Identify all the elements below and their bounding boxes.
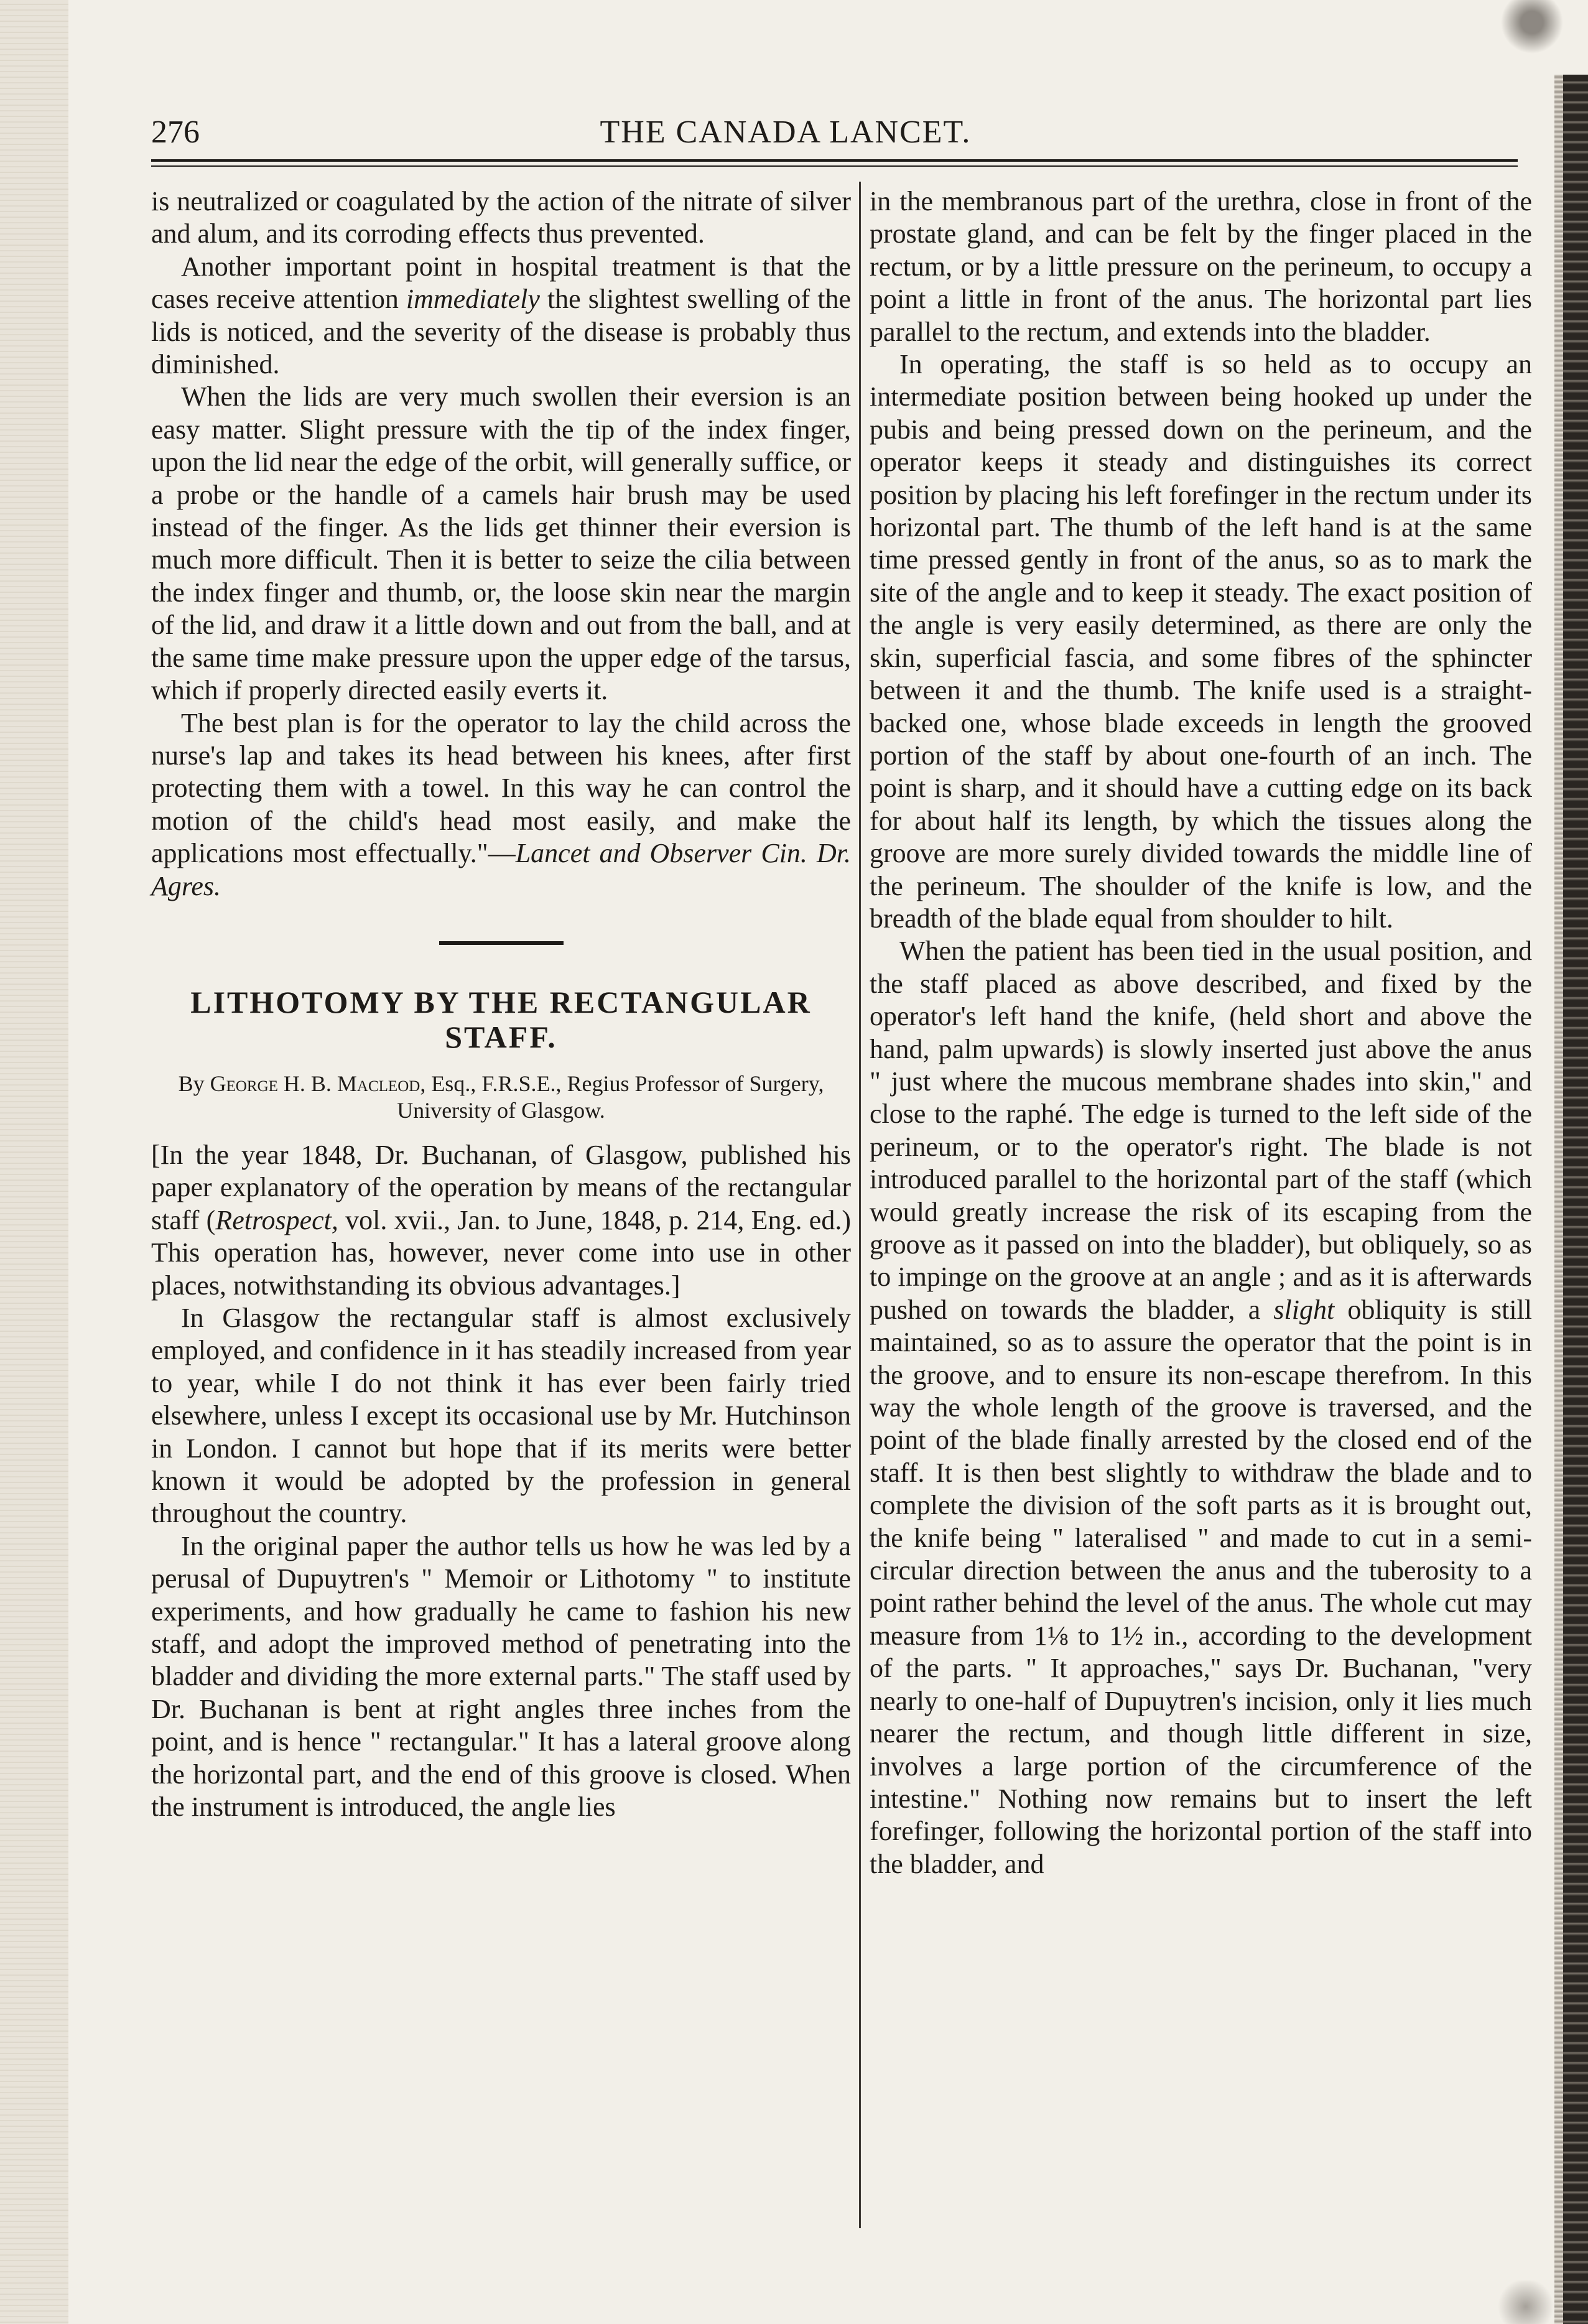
paragraph: The best plan is for the operator to lay the child across the nurse's lap and takes its head between his knees, after first protecting them with a towel. In this way he can control the motion of the child's head most easily, and make the applications most effectually."—Lancet and Observer Cin. Dr. Agres. [151,707,851,901]
scan-blemish-top-right [1476,0,1569,56]
section-separator-rule [439,941,564,945]
right-column [870,185,1532,1880]
paragraph: When the lids are very much swollen their eversion is an easy matter. Slight pressure with the tip of the index finger, upon the lid near the edge of the orbit, will generally suffice, or a probe or the handle of a camels hair brush may be used instead of the finger. As the lids get thinner their eversion is much more difficult. Then it is better to seize the cilia between the index finger and thumb, or, the loose skin near the margin of the lid, and draw it a little down and out from the ball, and at the same time make pressure upon the upper edge of the tarsus, which if properly directed easily everts it. [151,381,851,706]
paragraph: When the patient has been tied in the usual position, and the staff placed as above described, and fixed by the operator's left hand the knife, (held short and above the hand, palm upwards) is slowly inserted just above the anus " just where the mucous membrane shades into skin," and close to the raphé. The edge is turned to the left side of the perineum, or to the operator's right. The blade is not introduced parallel to the horizontal part of the staff (which would greatly increase the risk of its escaping from the groove as it passed on into the bladder), but obliquely, so as to impinge on the groove at an angle ; and as it is afterwards pushed on towards the bladder, a slight obliquity is still maintained, so as to assure the operator that the point is in the groove, and to ensure its non-escape therefrom. In this way the whole length of the groove is traversed, and the point of the blade finally arrested by the closed end of the staff. It is then best slightly to withdraw the blade and to complete the division of the soft parts as it is brought out, the knife being " lateralised " and made to cut in a semi-circular direction between the anus and the tuberosity to a point rather behind the level of the anus. The whole cut may measure from 1⅛ to 1½ in., according to the development of the parts. " It approaches," says Dr. Buchanan, "very nearly to one-half of Dupuytren's incision, only it lies much nearer the rectum, and though little different in size, involves a large portion of the circumference of the intestine." Nothing now remains but to insert the left forefinger, following the horizontal portion of the staff into the bladder, and [870,936,1532,1879]
journal-title: THE CANADA LANCET. [600,114,972,150]
left-column [151,185,851,1823]
header-rule-thick [151,159,1518,162]
page-number: 276 [151,114,200,150]
paragraph: In Glasgow the rectangular staff is almost exclusively employed, and confidence in it has steadily increased from year to year, while I do not think it has ever been fairly tried elsewhere, unless I except its occasional use by Mr. Hutchinson in London. I cannot but hope that if its merits were better known it would be adopted by the profession in general throughout the country. [151,1302,851,1529]
author-name: George H. B. Macleod [210,1071,420,1096]
paragraph: In the original paper the author tells us how he was led by a perusal of Dupuytren's " Memoir or Lithotomy " to institute experiments, and how gradually he came to fashion his new staff, and adopt the improved method of penetrating into the bladder and dividing the more external parts." The staff used by Dr. Buchanan is bent at right angles three inches from the point, and is hence " rectangular." It has a lateral groove along the horizontal part, and the end of this groove is closed. When the instrument is introduced, the angle lies [151,1530,851,1823]
emphasis: immediately [406,284,540,315]
scan-blemish-bottom-right [1488,2280,1563,2324]
article-title: LITHOTOMY BY THE RECTANGULAR STAFF. [190,984,812,1054]
paragraph: In operating, the staff is so held as to occupy an intermediate position between being hooked up under the pubis and being pressed down on the perineum, and the operator keeps it steady and distinguishes its correct position by placing his left forefinger in the rectum under its horizontal part. The thumb of the left hand is at the same time pressed gently in front of the anus, so as to mark the site of the angle and to keep it steady. The exact position of the angle is very easily determined, as there are only the skin, superficial fascia, and some fibres of the sphincter between it and the thumb. The knife used is a straight-backed one, whose blade exceeds in length the grooved portion of the staff by about one-fourth of an inch. The point is sharp, and it should have a cutting edge on its back for about half its length, by which the tissues along the groove are more surely divided towards the middle line of the perineum. The shoulder of the knife is low, and the breadth of the blade equal from shoulder to hilt. [870,349,1532,934]
citation: Lancet and Observer Cin. Dr. Agres. [151,838,851,901]
editorial-note: [In the year 1848, Dr. Buchanan, of Glasgow, published his paper explanatory of the operation by means of the rectangular staff (Retrospect, vol. xvii., Jan. to June, 1848, p. 214, Eng. ed.) This operation has, however, never come into use in other places, notwithstanding its obvious advantages.] [151,1139,851,1301]
page-edge-right-inner [1554,75,1563,2324]
column-divider [859,182,861,2228]
running-head [151,111,1520,154]
binding-edge-left [0,0,68,2324]
emphasis: Retrospect, [215,1204,338,1235]
page-edge-right [1563,75,1588,2324]
paragraph: in the membranous part of the urethra, close in front of the prostate gland, and can be felt by the finger placed in the rectum, or by a little pressure on the perineum, to occupy a point a little in front of the anus. The horizontal part lies parallel to the rectum, and extends into the bladder. [870,186,1532,347]
paragraph: is neutralized or coagulated by the action of the nitrate of silver and alum, and its corroding effects thus prevented. [151,186,851,249]
article-byline: By George H. B. Macleod, Esq., F.R.S.E., Regius Professor of Surgery, University of Glasgow. [178,1071,824,1123]
header-rule-thin [151,165,1518,167]
emphasis: slight [1273,1294,1335,1325]
paragraph: Another important point in hospital treatment is that the cases receive attention immediately the slightest swelling of the lids is noticed, and the severity of the disease is probably thus diminished. [151,251,851,380]
